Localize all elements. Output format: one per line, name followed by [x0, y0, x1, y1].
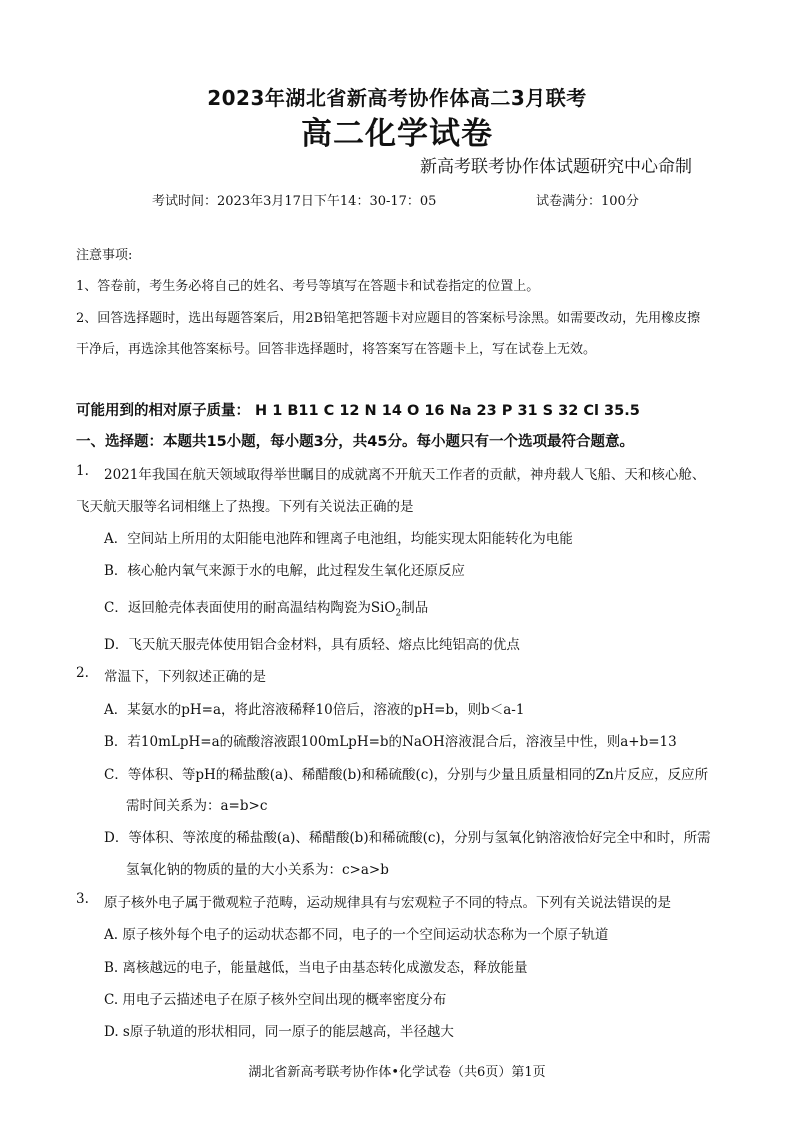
subscript: 2 — [395, 608, 402, 619]
question-2-option-c-line1: C．等体积、等pH的稀盐酸(a)、稀醋酸(b)和稀硫酸(c)，分别与少量且质量相同的Zn片反应，反应所 — [104, 767, 709, 783]
question-3-option-a: A. 原子核外每个电子的运动状态都不同，电子的一个空间运动状态称为一个原子轨道 — [104, 927, 609, 943]
question-1-option-d: D．飞天航天服壳体使用铝合金材料，具有质轻、熔点比纯铝高的优点 — [104, 637, 520, 653]
notes-heading: 注意事项: — [76, 248, 133, 263]
subject-title: 高二化学试卷 — [301, 116, 493, 152]
question-text: 常温下，下列叙述正确的是 — [104, 669, 266, 685]
question-number: 1. — [76, 463, 89, 479]
option-c-text: C．返回舱壳体表面使用的耐高温结构陶瓷为SiO — [104, 600, 396, 616]
exam-time: 考试时间：2023年3月17日下午14：30-17：05 — [152, 194, 437, 209]
question-3-stem — [0, 891, 794, 911]
question-1-stem-line2: 飞天航天服等名词相继上了热搜。下列有关说法正确的是 — [76, 499, 414, 515]
question-1-option-b: B．核心舱内氧气来源于水的电解，此过程发生氧化还原反应 — [104, 563, 465, 579]
question-2-option-b: B．若10mLpH=a的硫酸溶液跟100mLpH=b的NaOH溶液混合后，溶液呈中性，则a+b=13 — [104, 734, 677, 750]
atomic-masses: 可能用到的相对原子质量： H 1 B11 C 12 N 14 O 16 Na 23 P 31 S 32 Cl 35.5 — [76, 403, 640, 419]
question-2-option-c-line2: 需时间关系为：a=b>c — [126, 798, 268, 814]
question-2-option-d-line1: D．等体积、等浓度的稀盐酸(a)、稀醋酸(b)和稀硫酸(c)，分别与氢氧化钠溶液恰好完全中和时，所需 — [104, 830, 711, 846]
section-1-heading: 一、选择题：本题共15小题，每小题3分，共45分。每小题只有一个选项最符合题意。 — [76, 434, 634, 450]
question-1-option-a: A．空间站上所用的太阳能电池阵和锂离子电池组，均能实现太阳能转化为电能 — [104, 531, 573, 547]
question-3-option-d: D. s原子轨道的形状相同，同一原子的能层越高，半径越大 — [104, 1024, 454, 1040]
question-number: 2. — [76, 665, 89, 681]
note-item-2-line1: 2、回答选择题时，选出每题答案后，用2B铅笔把答题卡对应题目的答案标号涂黑。如需要改动，先用橡皮擦 — [76, 311, 701, 326]
note-item-2-line2: 干净后，再选涂其他答案标号。回答非选择题时，将答案写在答题卡上，写在试卷上无效。 — [76, 342, 597, 357]
question-text: 原子核外电子属于微观粒子范畴，运动规律具有与宏观粒子不同的特点。下列有关说法错误的是 — [104, 895, 671, 911]
page-footer: 湖北省新高考联考协作体•化学试卷（共6页）第1页 — [248, 1065, 546, 1080]
question-1-stem — [0, 463, 794, 483]
option-c-suffix: 制品 — [401, 600, 429, 616]
question-2-stem — [0, 665, 794, 685]
question-number: 3. — [76, 891, 89, 907]
question-3-option-b: B. 离核越远的电子，能量越低，当电子由基态转化成激发态，释放能量 — [104, 960, 528, 976]
full-score: 试卷满分：100分 — [536, 194, 639, 209]
question-2-option-d-line2: 氢氧化钠的物质的量的大小关系为：c>a>b — [126, 862, 389, 878]
note-item-1: 1、答卷前，考生务必将自己的姓名、考号等填写在答题卡和试卷指定的位置上。 — [76, 279, 540, 294]
issuer-line: 新高考联考协作体试题研究中心命制 — [420, 157, 692, 177]
question-2-option-a: A．某氨水的pH=a，将此溶液稀释10倍后，溶液的pH=b，则b＜a-1 — [104, 702, 525, 718]
question-text: 2021年我国在航天领域取得举世瞩目的成就离不开航天工作者的贡献，神舟载人飞船、天和核心舱、 — [104, 467, 706, 483]
question-3-option-c: C. 用电子云描述电子在原子核外空间出现的概率密度分布 — [104, 992, 447, 1008]
exam-title: 2023年湖北省新高考协作体高二3月联考 — [207, 86, 587, 110]
question-1-option-c — [104, 596, 428, 619]
